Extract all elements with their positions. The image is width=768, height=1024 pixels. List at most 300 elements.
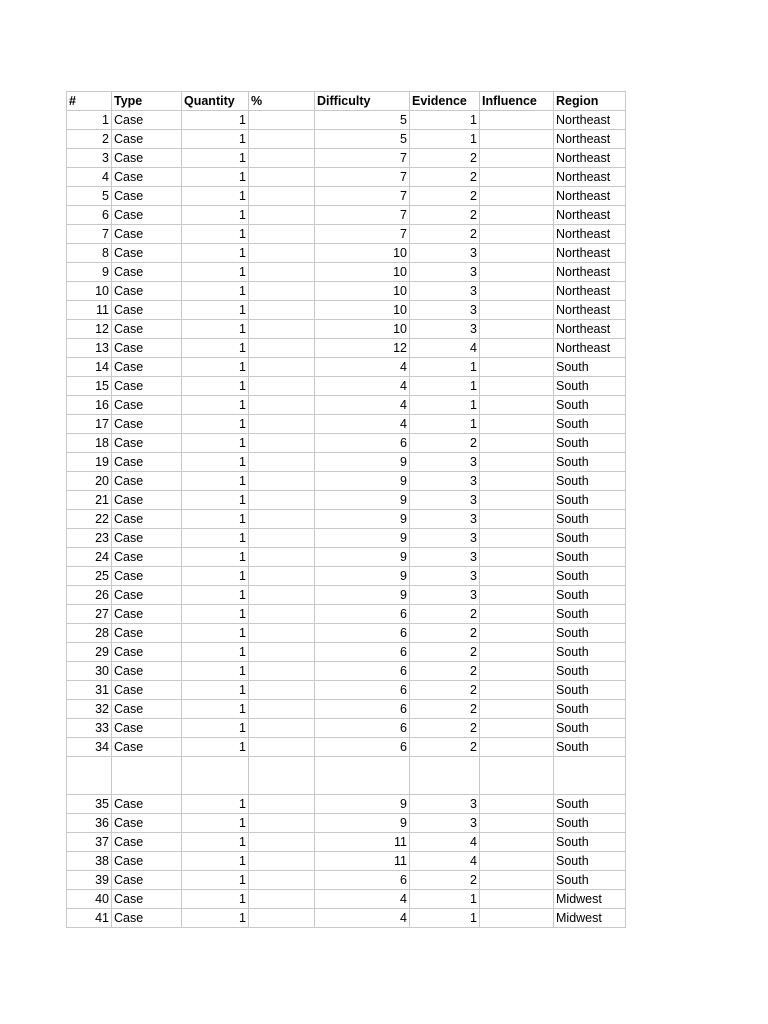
- cell-difficulty[interactable]: 6: [315, 624, 410, 643]
- cell-difficulty[interactable]: 5: [315, 130, 410, 149]
- cell-number[interactable]: 34: [67, 738, 112, 757]
- cell-influence[interactable]: [480, 643, 554, 662]
- cell-number[interactable]: [67, 757, 112, 795]
- cell-region[interactable]: South: [554, 851, 626, 870]
- cell-percent[interactable]: [249, 719, 315, 738]
- cell-number[interactable]: 9: [67, 263, 112, 282]
- cell-difficulty[interactable]: 7: [315, 149, 410, 168]
- header-cell-type[interactable]: Type: [112, 92, 182, 111]
- cell-region[interactable]: South: [554, 415, 626, 434]
- cell-influence[interactable]: [480, 908, 554, 927]
- cell-influence[interactable]: [480, 472, 554, 491]
- cell-difficulty[interactable]: 12: [315, 339, 410, 358]
- cell-number[interactable]: 27: [67, 605, 112, 624]
- cell-difficulty[interactable]: 6: [315, 719, 410, 738]
- cell-difficulty[interactable]: 11: [315, 832, 410, 851]
- cell-region[interactable]: South: [554, 700, 626, 719]
- cell-influence[interactable]: [480, 586, 554, 605]
- cell-percent[interactable]: [249, 472, 315, 491]
- cell-evidence[interactable]: 2: [410, 434, 480, 453]
- cell-region[interactable]: South: [554, 358, 626, 377]
- cell-difficulty[interactable]: 9: [315, 586, 410, 605]
- cell-type[interactable]: Case: [112, 320, 182, 339]
- cell-percent[interactable]: [249, 491, 315, 510]
- cell-number[interactable]: 29: [67, 643, 112, 662]
- cell-region[interactable]: Northeast: [554, 339, 626, 358]
- cell-evidence[interactable]: 3: [410, 244, 480, 263]
- header-cell-number[interactable]: #: [67, 92, 112, 111]
- cell-quantity[interactable]: 1: [182, 719, 249, 738]
- cell-evidence[interactable]: 2: [410, 662, 480, 681]
- cell-difficulty[interactable]: 4: [315, 415, 410, 434]
- cell-influence[interactable]: [480, 453, 554, 472]
- cell-quantity[interactable]: 1: [182, 263, 249, 282]
- cell-evidence[interactable]: 4: [410, 851, 480, 870]
- cell-difficulty[interactable]: 9: [315, 472, 410, 491]
- cell-region[interactable]: South: [554, 813, 626, 832]
- cell-influence[interactable]: [480, 396, 554, 415]
- cell-difficulty[interactable]: 7: [315, 206, 410, 225]
- cell-influence[interactable]: [480, 225, 554, 244]
- cell-type[interactable]: Case: [112, 548, 182, 567]
- cell-type[interactable]: Case: [112, 794, 182, 813]
- cell-evidence[interactable]: 2: [410, 643, 480, 662]
- cell-region[interactable]: Northeast: [554, 301, 626, 320]
- cell-quantity[interactable]: 1: [182, 301, 249, 320]
- cell-difficulty[interactable]: 4: [315, 396, 410, 415]
- cell-difficulty[interactable]: 6: [315, 681, 410, 700]
- header-cell-region[interactable]: Region: [554, 92, 626, 111]
- cell-quantity[interactable]: 1: [182, 870, 249, 889]
- cell-region[interactable]: Northeast: [554, 168, 626, 187]
- header-cell-quantity[interactable]: Quantity: [182, 92, 249, 111]
- cell-quantity[interactable]: 1: [182, 889, 249, 908]
- cell-quantity[interactable]: 1: [182, 472, 249, 491]
- cell-region[interactable]: South: [554, 453, 626, 472]
- cell-region[interactable]: Northeast: [554, 263, 626, 282]
- cell-region[interactable]: South: [554, 396, 626, 415]
- cell-type[interactable]: Case: [112, 415, 182, 434]
- cell-number[interactable]: 40: [67, 889, 112, 908]
- cell-type[interactable]: Case: [112, 358, 182, 377]
- header-cell-difficulty[interactable]: Difficulty: [315, 92, 410, 111]
- cell-quantity[interactable]: 1: [182, 738, 249, 757]
- cell-evidence[interactable]: [410, 757, 480, 795]
- cell-quantity[interactable]: 1: [182, 586, 249, 605]
- cell-region[interactable]: Midwest: [554, 908, 626, 927]
- cell-difficulty[interactable]: 7: [315, 187, 410, 206]
- cell-difficulty[interactable]: 6: [315, 738, 410, 757]
- cell-difficulty[interactable]: 9: [315, 794, 410, 813]
- cell-quantity[interactable]: 1: [182, 453, 249, 472]
- cell-type[interactable]: Case: [112, 111, 182, 130]
- cell-influence[interactable]: [480, 662, 554, 681]
- cell-number[interactable]: 2: [67, 130, 112, 149]
- cell-percent[interactable]: [249, 548, 315, 567]
- cell-difficulty[interactable]: 7: [315, 168, 410, 187]
- cell-type[interactable]: Case: [112, 832, 182, 851]
- cell-region[interactable]: South: [554, 491, 626, 510]
- cell-influence[interactable]: [480, 377, 554, 396]
- cell-number[interactable]: 3: [67, 149, 112, 168]
- cell-type[interactable]: Case: [112, 301, 182, 320]
- cell-percent[interactable]: [249, 605, 315, 624]
- cell-percent[interactable]: [249, 320, 315, 339]
- cell-number[interactable]: 26: [67, 586, 112, 605]
- cell-quantity[interactable]: 1: [182, 377, 249, 396]
- cell-region[interactable]: South: [554, 586, 626, 605]
- cell-evidence[interactable]: 3: [410, 548, 480, 567]
- cell-region[interactable]: South: [554, 377, 626, 396]
- cell-region[interactable]: Northeast: [554, 225, 626, 244]
- cell-percent[interactable]: [249, 529, 315, 548]
- cell-number[interactable]: 33: [67, 719, 112, 738]
- cell-number[interactable]: 5: [67, 187, 112, 206]
- cell-percent[interactable]: [249, 889, 315, 908]
- cell-influence[interactable]: [480, 149, 554, 168]
- cell-quantity[interactable]: 1: [182, 662, 249, 681]
- cell-evidence[interactable]: 3: [410, 263, 480, 282]
- cell-evidence[interactable]: 3: [410, 794, 480, 813]
- cell-number[interactable]: 24: [67, 548, 112, 567]
- cell-quantity[interactable]: 1: [182, 225, 249, 244]
- cell-evidence[interactable]: 3: [410, 491, 480, 510]
- cell-evidence[interactable]: 2: [410, 225, 480, 244]
- cell-influence[interactable]: [480, 738, 554, 757]
- cell-influence[interactable]: [480, 567, 554, 586]
- cell-region[interactable]: South: [554, 738, 626, 757]
- cell-type[interactable]: Case: [112, 700, 182, 719]
- cell-influence[interactable]: [480, 263, 554, 282]
- cell-percent[interactable]: [249, 567, 315, 586]
- cell-percent[interactable]: [249, 358, 315, 377]
- cell-number[interactable]: 21: [67, 491, 112, 510]
- cell-evidence[interactable]: 1: [410, 111, 480, 130]
- header-cell-influence[interactable]: Influence: [480, 92, 554, 111]
- cell-percent[interactable]: [249, 282, 315, 301]
- cell-influence[interactable]: [480, 548, 554, 567]
- cell-percent[interactable]: [249, 111, 315, 130]
- cell-difficulty[interactable]: 4: [315, 358, 410, 377]
- cell-influence[interactable]: [480, 320, 554, 339]
- cell-influence[interactable]: [480, 434, 554, 453]
- cell-type[interactable]: Case: [112, 149, 182, 168]
- header-cell-evidence[interactable]: Evidence: [410, 92, 480, 111]
- cell-evidence[interactable]: 1: [410, 415, 480, 434]
- cell-percent[interactable]: [249, 168, 315, 187]
- cell-quantity[interactable]: 1: [182, 794, 249, 813]
- cell-percent[interactable]: [249, 832, 315, 851]
- cell-influence[interactable]: [480, 415, 554, 434]
- cell-region[interactable]: Northeast: [554, 149, 626, 168]
- cell-evidence[interactable]: 3: [410, 813, 480, 832]
- cell-type[interactable]: Case: [112, 339, 182, 358]
- cell-difficulty[interactable]: 6: [315, 605, 410, 624]
- cell-region[interactable]: South: [554, 870, 626, 889]
- cell-type[interactable]: Case: [112, 813, 182, 832]
- cell-percent[interactable]: [249, 187, 315, 206]
- cell-quantity[interactable]: 1: [182, 491, 249, 510]
- cell-influence[interactable]: [480, 605, 554, 624]
- cell-influence[interactable]: [480, 681, 554, 700]
- cell-difficulty[interactable]: 9: [315, 529, 410, 548]
- cell-difficulty[interactable]: 9: [315, 453, 410, 472]
- cell-quantity[interactable]: 1: [182, 130, 249, 149]
- cell-quantity[interactable]: 1: [182, 168, 249, 187]
- cell-difficulty[interactable]: 6: [315, 434, 410, 453]
- cell-region[interactable]: Northeast: [554, 187, 626, 206]
- cell-difficulty[interactable]: 10: [315, 301, 410, 320]
- cell-type[interactable]: [112, 757, 182, 795]
- cell-quantity[interactable]: 1: [182, 529, 249, 548]
- cell-number[interactable]: 19: [67, 453, 112, 472]
- cell-influence[interactable]: [480, 813, 554, 832]
- cell-region[interactable]: Northeast: [554, 282, 626, 301]
- cell-difficulty[interactable]: 11: [315, 851, 410, 870]
- cell-evidence[interactable]: 3: [410, 282, 480, 301]
- cell-number[interactable]: 4: [67, 168, 112, 187]
- cell-influence[interactable]: [480, 301, 554, 320]
- cell-evidence[interactable]: 2: [410, 738, 480, 757]
- cell-difficulty[interactable]: 4: [315, 889, 410, 908]
- cell-difficulty[interactable]: 10: [315, 244, 410, 263]
- cell-percent[interactable]: [249, 586, 315, 605]
- cell-number[interactable]: 30: [67, 662, 112, 681]
- cell-number[interactable]: 12: [67, 320, 112, 339]
- cell-quantity[interactable]: 1: [182, 813, 249, 832]
- cell-difficulty[interactable]: [315, 757, 410, 795]
- cell-difficulty[interactable]: 7: [315, 225, 410, 244]
- cell-difficulty[interactable]: 4: [315, 908, 410, 927]
- cell-number[interactable]: 11: [67, 301, 112, 320]
- cell-type[interactable]: Case: [112, 263, 182, 282]
- cell-influence[interactable]: [480, 111, 554, 130]
- cell-evidence[interactable]: 1: [410, 908, 480, 927]
- cell-region[interactable]: South: [554, 681, 626, 700]
- cell-number[interactable]: 28: [67, 624, 112, 643]
- cell-quantity[interactable]: 1: [182, 415, 249, 434]
- cell-number[interactable]: 7: [67, 225, 112, 244]
- cell-type[interactable]: Case: [112, 377, 182, 396]
- cell-evidence[interactable]: 3: [410, 567, 480, 586]
- cell-quantity[interactable]: 1: [182, 851, 249, 870]
- cell-difficulty[interactable]: 10: [315, 263, 410, 282]
- cell-number[interactable]: 31: [67, 681, 112, 700]
- cell-type[interactable]: Case: [112, 491, 182, 510]
- cell-number[interactable]: 32: [67, 700, 112, 719]
- cell-quantity[interactable]: 1: [182, 149, 249, 168]
- cell-region[interactable]: South: [554, 548, 626, 567]
- cell-difficulty[interactable]: 4: [315, 377, 410, 396]
- cell-region[interactable]: South: [554, 529, 626, 548]
- cell-percent[interactable]: [249, 130, 315, 149]
- cell-evidence[interactable]: 3: [410, 301, 480, 320]
- cell-difficulty[interactable]: 6: [315, 870, 410, 889]
- cell-evidence[interactable]: 3: [410, 529, 480, 548]
- cell-quantity[interactable]: [182, 757, 249, 795]
- cell-influence[interactable]: [480, 244, 554, 263]
- cell-percent[interactable]: [249, 700, 315, 719]
- cell-evidence[interactable]: 3: [410, 472, 480, 491]
- cell-number[interactable]: 17: [67, 415, 112, 434]
- cell-evidence[interactable]: 3: [410, 453, 480, 472]
- cell-number[interactable]: 23: [67, 529, 112, 548]
- cell-region[interactable]: South: [554, 605, 626, 624]
- cell-quantity[interactable]: 1: [182, 832, 249, 851]
- cell-type[interactable]: Case: [112, 244, 182, 263]
- cell-difficulty[interactable]: 6: [315, 700, 410, 719]
- cell-region[interactable]: South: [554, 434, 626, 453]
- cell-region[interactable]: South: [554, 662, 626, 681]
- cell-region[interactable]: South: [554, 719, 626, 738]
- cell-region[interactable]: South: [554, 510, 626, 529]
- cell-quantity[interactable]: 1: [182, 510, 249, 529]
- cell-number[interactable]: 13: [67, 339, 112, 358]
- cell-type[interactable]: Case: [112, 719, 182, 738]
- cell-percent[interactable]: [249, 870, 315, 889]
- cell-quantity[interactable]: 1: [182, 320, 249, 339]
- cell-percent[interactable]: [249, 244, 315, 263]
- cell-percent[interactable]: [249, 851, 315, 870]
- cell-influence[interactable]: [480, 624, 554, 643]
- cell-influence[interactable]: [480, 130, 554, 149]
- cell-type[interactable]: Case: [112, 605, 182, 624]
- cell-difficulty[interactable]: 6: [315, 643, 410, 662]
- cell-evidence[interactable]: 1: [410, 889, 480, 908]
- cell-type[interactable]: Case: [112, 396, 182, 415]
- cell-difficulty[interactable]: 6: [315, 662, 410, 681]
- cell-number[interactable]: 36: [67, 813, 112, 832]
- cell-region[interactable]: [554, 757, 626, 795]
- cell-difficulty[interactable]: 10: [315, 320, 410, 339]
- cell-influence[interactable]: [480, 870, 554, 889]
- cell-region[interactable]: South: [554, 624, 626, 643]
- cell-evidence[interactable]: 2: [410, 719, 480, 738]
- cell-quantity[interactable]: 1: [182, 548, 249, 567]
- cell-number[interactable]: 18: [67, 434, 112, 453]
- cell-region[interactable]: Northeast: [554, 320, 626, 339]
- cell-number[interactable]: 35: [67, 794, 112, 813]
- cell-percent[interactable]: [249, 453, 315, 472]
- cell-evidence[interactable]: 1: [410, 377, 480, 396]
- cell-percent[interactable]: [249, 794, 315, 813]
- cell-type[interactable]: Case: [112, 889, 182, 908]
- cell-number[interactable]: 6: [67, 206, 112, 225]
- cell-influence[interactable]: [480, 187, 554, 206]
- cell-quantity[interactable]: 1: [182, 681, 249, 700]
- cell-influence[interactable]: [480, 168, 554, 187]
- cell-number[interactable]: 10: [67, 282, 112, 301]
- cell-influence[interactable]: [480, 889, 554, 908]
- cell-percent[interactable]: [249, 434, 315, 453]
- cell-percent[interactable]: [249, 415, 315, 434]
- cell-type[interactable]: Case: [112, 130, 182, 149]
- cell-type[interactable]: Case: [112, 434, 182, 453]
- cell-region[interactable]: South: [554, 794, 626, 813]
- cell-quantity[interactable]: 1: [182, 187, 249, 206]
- cell-number[interactable]: 39: [67, 870, 112, 889]
- cell-quantity[interactable]: 1: [182, 908, 249, 927]
- cell-difficulty[interactable]: 9: [315, 510, 410, 529]
- cell-difficulty[interactable]: 10: [315, 282, 410, 301]
- cell-type[interactable]: Case: [112, 681, 182, 700]
- cell-evidence[interactable]: 2: [410, 681, 480, 700]
- cell-quantity[interactable]: 1: [182, 244, 249, 263]
- cell-number[interactable]: 37: [67, 832, 112, 851]
- cell-evidence[interactable]: 2: [410, 870, 480, 889]
- cell-evidence[interactable]: 2: [410, 605, 480, 624]
- cell-percent[interactable]: [249, 662, 315, 681]
- cell-percent[interactable]: [249, 624, 315, 643]
- cell-type[interactable]: Case: [112, 908, 182, 927]
- cell-quantity[interactable]: 1: [182, 605, 249, 624]
- cell-influence[interactable]: [480, 832, 554, 851]
- cell-influence[interactable]: [480, 757, 554, 795]
- cell-evidence[interactable]: 3: [410, 510, 480, 529]
- cell-type[interactable]: Case: [112, 851, 182, 870]
- cell-percent[interactable]: [249, 225, 315, 244]
- cell-percent[interactable]: [249, 738, 315, 757]
- cell-percent[interactable]: [249, 643, 315, 662]
- cell-difficulty[interactable]: 5: [315, 111, 410, 130]
- cell-region[interactable]: Midwest: [554, 889, 626, 908]
- cell-influence[interactable]: [480, 851, 554, 870]
- cell-influence[interactable]: [480, 719, 554, 738]
- cell-type[interactable]: Case: [112, 662, 182, 681]
- cell-type[interactable]: Case: [112, 567, 182, 586]
- cell-influence[interactable]: [480, 358, 554, 377]
- cell-percent[interactable]: [249, 263, 315, 282]
- cell-quantity[interactable]: 1: [182, 339, 249, 358]
- cell-type[interactable]: Case: [112, 529, 182, 548]
- cell-type[interactable]: Case: [112, 472, 182, 491]
- cell-percent[interactable]: [249, 813, 315, 832]
- cell-influence[interactable]: [480, 491, 554, 510]
- cell-percent[interactable]: [249, 681, 315, 700]
- cell-difficulty[interactable]: 9: [315, 548, 410, 567]
- cell-evidence[interactable]: 4: [410, 339, 480, 358]
- cell-evidence[interactable]: 2: [410, 700, 480, 719]
- cell-evidence[interactable]: 2: [410, 206, 480, 225]
- cell-evidence[interactable]: 2: [410, 187, 480, 206]
- cell-region[interactable]: Northeast: [554, 244, 626, 263]
- cell-number[interactable]: 20: [67, 472, 112, 491]
- cell-type[interactable]: Case: [112, 738, 182, 757]
- cell-evidence[interactable]: 4: [410, 832, 480, 851]
- cell-region[interactable]: Northeast: [554, 111, 626, 130]
- cell-number[interactable]: 25: [67, 567, 112, 586]
- cell-evidence[interactable]: 3: [410, 586, 480, 605]
- cell-difficulty[interactable]: 9: [315, 813, 410, 832]
- cell-type[interactable]: Case: [112, 510, 182, 529]
- cell-influence[interactable]: [480, 282, 554, 301]
- cell-influence[interactable]: [480, 206, 554, 225]
- cell-quantity[interactable]: 1: [182, 111, 249, 130]
- cell-difficulty[interactable]: 9: [315, 567, 410, 586]
- header-cell-percent[interactable]: %: [249, 92, 315, 111]
- cell-quantity[interactable]: 1: [182, 282, 249, 301]
- cell-region[interactable]: Northeast: [554, 206, 626, 225]
- cell-type[interactable]: Case: [112, 282, 182, 301]
- cell-type[interactable]: Case: [112, 870, 182, 889]
- cell-number[interactable]: 1: [67, 111, 112, 130]
- cell-evidence[interactable]: 1: [410, 130, 480, 149]
- cell-percent[interactable]: [249, 510, 315, 529]
- cell-evidence[interactable]: 2: [410, 149, 480, 168]
- cell-evidence[interactable]: 1: [410, 396, 480, 415]
- cell-type[interactable]: Case: [112, 643, 182, 662]
- cell-type[interactable]: Case: [112, 187, 182, 206]
